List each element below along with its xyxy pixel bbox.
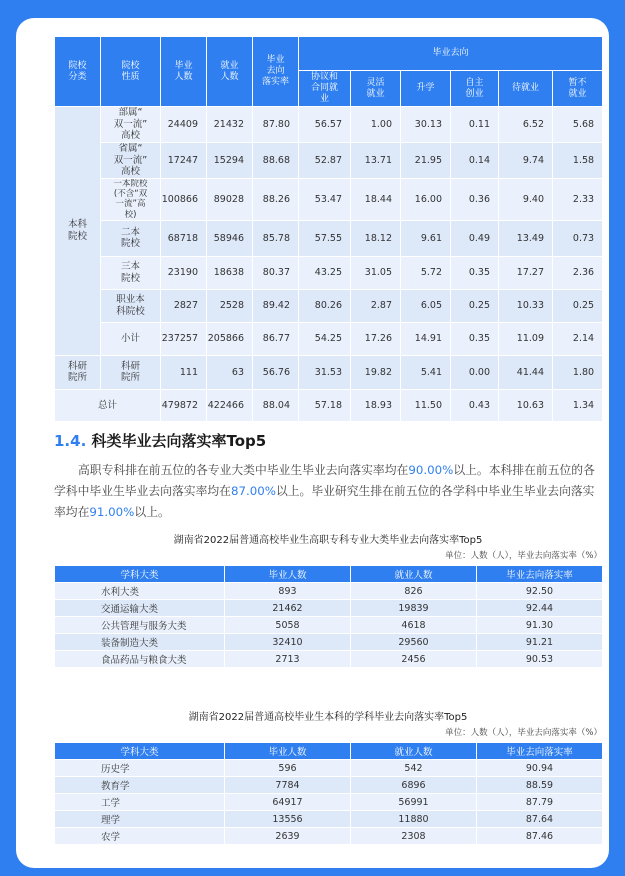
header-nature: 院校 性质 [101,37,161,107]
section-title-text: 科类毕业去向落实率Top5 [91,432,267,450]
cell-dest-self-employed: 0.36 [451,179,499,221]
table-row [55,828,603,845]
cell-dest-further-study: 21.95 [401,143,451,179]
table-row [55,289,603,322]
header-dest-contract: 协议和 合同就 业 [299,71,351,107]
undergrad-top5-table [54,742,603,845]
cell-dest-further-study: 5.72 [401,256,451,289]
cell-dest-unemployed: 17.27 [499,256,553,289]
table-row [55,651,603,668]
cell-dest-contract: 80.26 [299,289,351,322]
cell-employed: 2528 [207,289,253,322]
cell-grads: 21462 [225,600,351,617]
header-discipline: 学科大类 [55,743,225,760]
cell-discipline: 公共管理与服务大类 [55,617,225,634]
cell-employed: 542 [351,760,477,777]
header-destination-group: 毕业去向 [299,37,603,71]
cell-dest-further-study: 14.91 [401,322,451,355]
cell-grads: 479872 [161,389,207,421]
cell-dest-flexible: 17.26 [351,322,401,355]
cell-dest-self-employed: 0.35 [451,322,499,355]
cell-dest-not-seeking: 0.25 [553,289,603,322]
cell-employed: 29560 [351,634,477,651]
row-nature: 小计 [101,322,161,355]
cell-discipline: 理学 [55,811,225,828]
cell-rate: 88.26 [253,179,299,221]
total-row [55,389,603,421]
cell-dest-unemployed: 9.74 [499,143,553,179]
cell-dest-not-seeking: 1.34 [553,389,603,421]
employment-by-institution-table [54,36,603,422]
cell-dest-contract: 53.47 [299,179,351,221]
header-dest-unemployed: 待就业 [499,71,553,107]
cell-dest-self-employed: 0.49 [451,220,499,256]
row-nature: 职业本 科院校 [101,289,161,322]
para-text: 高职专科排在前五位的各专业大类中毕业生毕业去向落实率均在 [78,463,409,477]
table-row [55,220,603,256]
cell-dest-self-employed: 0.25 [451,289,499,322]
cell-dest-not-seeking: 0.73 [553,220,603,256]
cell-dest-contract: 54.25 [299,322,351,355]
cell-discipline: 水利大类 [55,583,225,600]
header-category: 院校 分类 [55,37,101,107]
cell-dest-further-study: 9.61 [401,220,451,256]
cell-grads: 7784 [225,777,351,794]
cell-dest-self-employed: 0.11 [451,107,499,143]
para-text: 以上。毕业研究生排在前五位的各学科中毕业生毕业去向落实率均在 [54,484,595,519]
table-row [55,794,603,811]
cell-employed: 826 [351,583,477,600]
cell-discipline: 食品药品与粮食大类 [55,651,225,668]
cell-dest-unemployed: 41.44 [499,355,553,389]
cell-dest-further-study: 16.00 [401,179,451,221]
highlight-rate: 87.00% [230,484,276,498]
para-text: 以上。本科排在前五位的各学科中毕业生毕业去向落实率均在 [54,463,595,498]
cell-discipline: 交通运输大类 [55,600,225,617]
row-nature: 部属“ 双一流” 高校 [101,107,161,143]
cell-dest-unemployed: 11.09 [499,322,553,355]
row-nature: 科研 院所 [101,355,161,389]
table-row [55,143,603,179]
cell-rate: 86.77 [253,322,299,355]
table-row [55,107,603,143]
cell-employed: 21432 [207,107,253,143]
cell-rate: 88.04 [253,389,299,421]
cell-rate: 88.59 [477,777,603,794]
vocational-top5-table [54,565,603,668]
cell-rate: 91.21 [477,634,603,651]
cell-discipline: 装备制造大类 [55,634,225,651]
table-row [55,583,603,600]
row-nature: 二本 院校 [101,220,161,256]
table-unit-vocational: 单位：人数（人），毕业去向落实率（%） [445,551,602,561]
header-employed: 就业人数 [351,743,477,760]
cell-dest-contract: 56.57 [299,107,351,143]
table-row [55,600,603,617]
cell-employed: 15294 [207,143,253,179]
cell-grads: 2713 [225,651,351,668]
highlight-rate: 90.00% [408,463,454,477]
cell-rate: 91.30 [477,617,603,634]
cell-grads: 23190 [161,256,207,289]
cell-dest-unemployed: 10.33 [499,289,553,322]
cell-discipline: 历史学 [55,760,225,777]
cell-rate: 90.94 [477,760,603,777]
cell-dest-self-employed: 0.43 [451,389,499,421]
cell-rate: 85.78 [253,220,299,256]
cell-grads: 2827 [161,289,207,322]
cell-employed: 6896 [351,777,477,794]
cell-discipline: 教育学 [55,777,225,794]
table-unit-undergrad: 单位：人数（人），毕业去向落实率（%） [445,728,602,738]
cell-dest-unemployed: 13.49 [499,220,553,256]
cell-grads: 68718 [161,220,207,256]
cell-rate: 92.50 [477,583,603,600]
cell-dest-further-study: 11.50 [401,389,451,421]
para-text: 以上。 [134,505,170,519]
cell-employed: 422466 [207,389,253,421]
header-dest-self-employed: 自主 创业 [451,71,499,107]
cell-dest-not-seeking: 2.33 [553,179,603,221]
cell-dest-flexible: 18.44 [351,179,401,221]
cell-grads: 237257 [161,322,207,355]
cell-rate: 87.79 [477,794,603,811]
cell-discipline: 农学 [55,828,225,845]
cell-dest-further-study: 5.41 [401,355,451,389]
header-grads: 毕业 人数 [161,37,207,107]
cell-grads: 111 [161,355,207,389]
cell-rate: 90.53 [477,651,603,668]
header-dest-flexible: 灵活 就业 [351,71,401,107]
cell-dest-flexible: 1.00 [351,107,401,143]
cell-grads: 2639 [225,828,351,845]
cell-dest-flexible: 13.71 [351,143,401,179]
cell-dest-contract: 31.53 [299,355,351,389]
section-title [54,430,266,451]
cell-grads: 24409 [161,107,207,143]
cell-employed: 4618 [351,617,477,634]
cell-dest-not-seeking: 2.14 [553,322,603,355]
table-row [55,634,603,651]
table-caption-vocational: 湖南省2022届普通高校毕业生高职专科专业大类毕业去向落实率Top5 [173,535,483,546]
cell-rate: 87.80 [253,107,299,143]
cell-dest-not-seeking: 2.36 [553,256,603,289]
cell-employed: 205866 [207,322,253,355]
cell-employed: 18638 [207,256,253,289]
table-row [55,179,603,221]
cell-dest-unemployed: 10.63 [499,389,553,421]
cell-grads: 596 [225,760,351,777]
cell-rate: 92.44 [477,600,603,617]
cell-employed: 2456 [351,651,477,668]
cell-dest-not-seeking: 5.68 [553,107,603,143]
cell-dest-contract: 57.55 [299,220,351,256]
section-number: 1.4. [54,432,87,450]
cell-grads: 893 [225,583,351,600]
cell-grads: 17247 [161,143,207,179]
cell-dest-flexible: 31.05 [351,256,401,289]
cell-employed: 2308 [351,828,477,845]
row-nature: 三本 院校 [101,256,161,289]
cell-dest-not-seeking: 1.80 [553,355,603,389]
cell-rate: 89.42 [253,289,299,322]
header-employed: 就业人数 [351,566,477,583]
cell-rate: 80.37 [253,256,299,289]
header-rate: 毕业去向落实率 [477,743,603,760]
header-employed: 就业 人数 [207,37,253,107]
cell-grads: 32410 [225,634,351,651]
table-row [55,760,603,777]
highlight-rate: 91.00% [89,505,135,519]
table-row [55,811,603,828]
row-nature: 一本院校 (不含“双 一流”高 校) [101,179,161,221]
section-paragraph [54,460,602,523]
table-row [55,777,603,794]
cell-grads: 5058 [225,617,351,634]
cell-dest-self-employed: 0.14 [451,143,499,179]
cell-employed: 11880 [351,811,477,828]
cell-dest-self-employed: 0.00 [451,355,499,389]
header-grads: 毕业人数 [225,566,351,583]
cell-employed: 58946 [207,220,253,256]
report-page [16,18,609,868]
cell-dest-further-study: 6.05 [401,289,451,322]
total-label: 总计 [55,389,161,421]
cell-dest-flexible: 18.93 [351,389,401,421]
group-research: 科研 院所 [55,355,101,389]
cell-discipline: 工学 [55,794,225,811]
cell-dest-further-study: 30.13 [401,107,451,143]
cell-dest-flexible: 19.82 [351,355,401,389]
cell-employed: 63 [207,355,253,389]
row-nature: 省属“ 双一流” 高校 [101,143,161,179]
table-caption-undergrad: 湖南省2022届普通高校毕业生本科的学科毕业去向落实率Top5 [188,712,468,723]
cell-employed: 56991 [351,794,477,811]
cell-dest-unemployed: 6.52 [499,107,553,143]
cell-dest-contract: 52.87 [299,143,351,179]
cell-dest-unemployed: 9.40 [499,179,553,221]
cell-grads: 64917 [225,794,351,811]
research-row [55,355,603,389]
table-row [55,256,603,289]
cell-dest-flexible: 18.12 [351,220,401,256]
cell-rate: 87.64 [477,811,603,828]
cell-rate: 56.76 [253,355,299,389]
table-row [55,617,603,634]
cell-grads: 13556 [225,811,351,828]
header-grads: 毕业人数 [225,743,351,760]
cell-rate: 88.68 [253,143,299,179]
cell-dest-flexible: 2.87 [351,289,401,322]
cell-employed: 19839 [351,600,477,617]
cell-employed: 89028 [207,179,253,221]
cell-grads: 100866 [161,179,207,221]
header-discipline: 学科大类 [55,566,225,583]
cell-dest-self-employed: 0.35 [451,256,499,289]
header-rate: 毕业去向落实率 [477,566,603,583]
cell-dest-not-seeking: 1.58 [553,143,603,179]
header-dest-not-seeking: 暂不 就业 [553,71,603,107]
cell-rate: 87.46 [477,828,603,845]
group-undergrad: 本科 院校 [55,107,101,356]
header-rate: 毕业 去向 落实率 [253,37,299,107]
cell-dest-contract: 43.25 [299,256,351,289]
cell-dest-contract: 57.18 [299,389,351,421]
subtotal-row [55,322,603,355]
header-dest-further-study: 升学 [401,71,451,107]
